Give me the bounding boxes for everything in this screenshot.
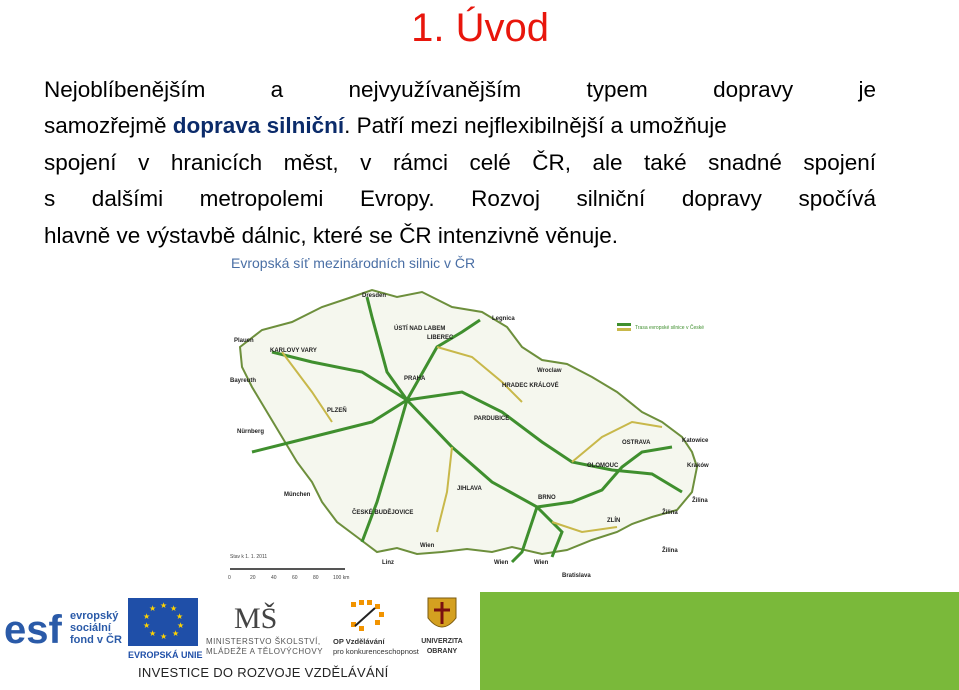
- road-network-map: [222, 252, 742, 582]
- svg-text:★: ★: [160, 632, 168, 641]
- eu-label: EVROPSKÁ UNIE: [128, 650, 203, 660]
- city-label: Legnica: [492, 316, 515, 322]
- city-label: ČESKÉ BUDĚJOVICE: [352, 510, 414, 516]
- city-label: HRADEC KRÁLOVÉ: [502, 383, 559, 389]
- city-label: Bratislava: [562, 573, 591, 579]
- scale-tick: 100 km: [333, 575, 350, 581]
- city-label: Žilina: [692, 498, 708, 504]
- op-logo: [345, 596, 395, 636]
- city-label: KARLOVY VARY: [270, 348, 317, 354]
- esf-text-line: sociální: [70, 622, 111, 634]
- footer-banner: [0, 592, 959, 690]
- city-label: Wroclaw: [537, 368, 562, 374]
- city-label: JIHLAVA: [457, 486, 482, 492]
- para-line-2-post: . Patří mezi nejflexibilnější a umožňuje: [344, 113, 727, 139]
- city-label: OLOMOUC: [587, 463, 619, 469]
- uo-text-line: OBRANY: [426, 648, 458, 655]
- eu-flag-logo: [128, 598, 198, 646]
- para-line-4: s dalšími metropolemi Evropy. Rozvoj silniční dopravy spočívá: [44, 186, 876, 212]
- city-label: Wien: [534, 560, 549, 566]
- svg-text:★: ★: [149, 629, 157, 638]
- esf-text-line: evropský: [70, 610, 119, 622]
- city-label: BRNO: [538, 495, 556, 501]
- svg-text:★: ★: [177, 621, 185, 630]
- para-line-2-pre: samozřejmě: [44, 113, 173, 139]
- university-crest: [424, 594, 460, 636]
- city-label: Plauen: [234, 338, 254, 344]
- city-label: Dresden: [362, 293, 387, 299]
- legend-label: Trasa evropské silnice v České: [635, 325, 705, 331]
- msmt-text-line: MINISTERSTVO ŠKOLSTVÍ,: [206, 637, 321, 646]
- scale-tick: 60: [292, 575, 298, 581]
- svg-text:★: ★: [143, 612, 151, 621]
- page-title: 1. Úvod: [411, 6, 549, 50]
- logo-strip: [0, 592, 480, 690]
- esf-icon: [4, 598, 66, 656]
- city-label: Žilina: [662, 510, 678, 516]
- para-line-1: Nejoblíbenějším a nejvyužívanějším typem dopravy je: [44, 77, 876, 102]
- city-label: Wien: [494, 560, 509, 566]
- msmt-icon: [232, 596, 292, 636]
- scale-bar: [228, 568, 349, 581]
- invest-slogan: INVESTICE DO ROZVOJE VZDĚLÁVÁNÍ: [138, 665, 389, 680]
- city-label: Linz: [382, 560, 394, 566]
- city-label: Nürnberg: [237, 429, 264, 435]
- scale-tick: 20: [250, 575, 256, 581]
- crest-icon: [424, 594, 460, 636]
- op-dots-icon: [345, 596, 395, 636]
- intro-paragraph: [44, 72, 876, 254]
- city-label: PRAHA: [404, 376, 426, 382]
- msmt-text: [206, 637, 323, 657]
- op-text-line: OP Vzdělávání: [333, 637, 385, 646]
- op-text-line: pro konkurenceschopnost: [333, 647, 419, 656]
- city-label: ZLÍN: [607, 518, 621, 524]
- svg-text:esf: esf: [4, 608, 62, 652]
- svg-text:★: ★: [172, 629, 180, 638]
- city-label: Bayreuth: [230, 378, 257, 384]
- eu-stars-icon: [128, 598, 198, 646]
- city-label: München: [284, 492, 311, 498]
- city-label: Katowice: [682, 438, 709, 444]
- map-legend: [617, 323, 704, 331]
- city-label: OSTRAVA: [622, 440, 651, 446]
- map-date: Stav k 1. 1. 2011: [230, 554, 268, 560]
- city-label: PARDUBICE: [474, 416, 510, 422]
- op-text: [333, 637, 419, 657]
- scale-tick: 0: [228, 575, 231, 581]
- city-label: Kraków: [687, 463, 709, 469]
- svg-text:★: ★: [160, 601, 168, 610]
- esf-text: [70, 610, 122, 646]
- uo-text-line: UNIVERZITA: [421, 638, 463, 645]
- msmt-text-line: MLÁDEŽE A TĚLOVÝCHOVY: [206, 647, 324, 656]
- scale-tick: 80: [313, 575, 319, 581]
- msmt-logo: [232, 596, 292, 636]
- svg-text:★: ★: [176, 612, 184, 621]
- map-caption: Evropská síť mezinárodních silnic v ČR: [231, 255, 476, 271]
- para-line-2: [44, 108, 876, 144]
- city-label: PLZEŇ: [327, 408, 347, 414]
- green-panel: [480, 592, 959, 690]
- svg-text:★: ★: [143, 621, 151, 630]
- city-label: Žilina: [662, 548, 678, 554]
- esf-text-line: fond v ČR: [70, 634, 122, 646]
- emphasis-road-transport: doprava silniční: [172, 113, 345, 139]
- uo-text: [420, 637, 464, 657]
- svg-text:★: ★: [170, 604, 178, 613]
- svg-text:★: ★: [149, 604, 157, 613]
- esf-logo: [4, 598, 66, 656]
- para-line-5: hlavně ve výstavbě dálnic, které se ČR intenzivně věnuje.: [44, 222, 619, 248]
- city-label: ÚSTÍ NAD LABEM: [394, 326, 446, 332]
- city-label: Wien: [420, 543, 435, 549]
- city-label: LIBEREC: [427, 335, 454, 341]
- svg-text:MŠ: MŠ: [234, 602, 278, 635]
- para-line-3: spojení v hranicích měst, v rámci celé ČR, ale také snadné spojení: [44, 149, 876, 175]
- scale-tick: 40: [271, 575, 277, 581]
